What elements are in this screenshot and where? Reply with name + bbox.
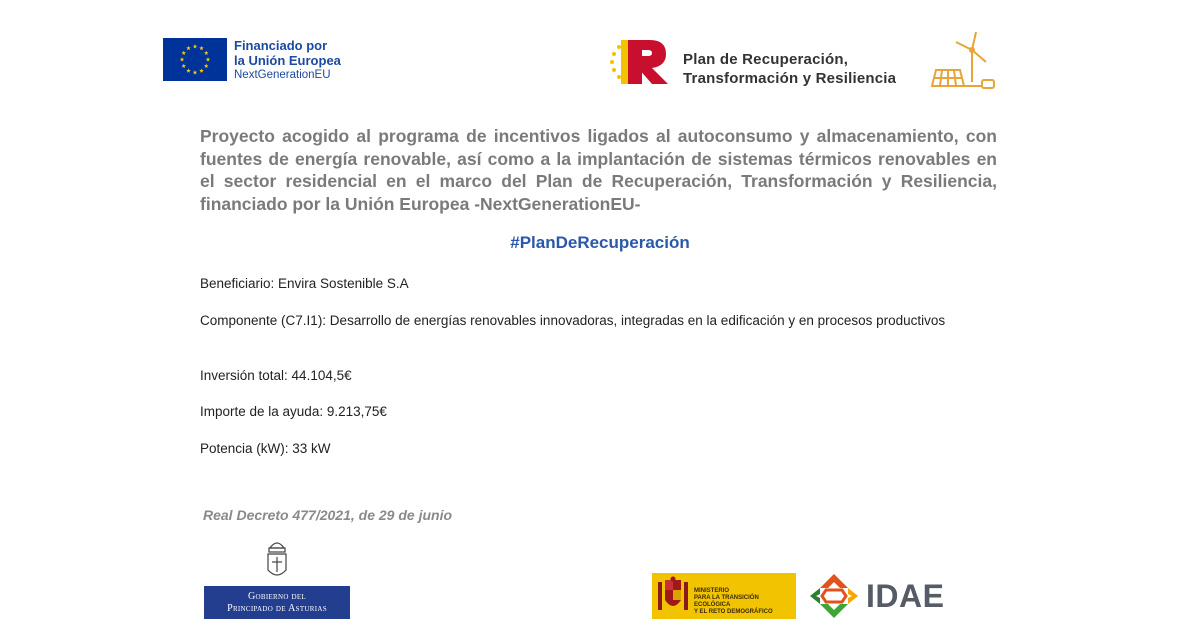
eu-line-3: NextGenerationEU — [234, 69, 331, 81]
idae-logo-text: IDAE — [866, 578, 945, 614]
spain-coat-of-arms-icon — [656, 576, 690, 616]
ministry-line-3: Y EL RETO DEMOGRÁFICO — [694, 609, 773, 615]
ministry-line-1: MINISTERIO — [694, 588, 730, 594]
decree-reference: Real Decreto 477/2021, de 29 de junio — [203, 507, 453, 523]
power-line: Potencia (kW): 33 kW — [200, 441, 331, 456]
asturias-government-logo — [204, 586, 350, 619]
asturias-line-1: Gobierno del — [247, 590, 307, 602]
recovery-line-2: Transformación y Resiliencia — [683, 70, 897, 87]
eu-line-2: la Unión Europea — [234, 53, 341, 68]
beneficiary-line: Beneficiario: Envira Sostenible S.A — [200, 276, 409, 291]
hashtag: #PlanDeRecuperación — [510, 233, 690, 252]
intro-paragraph: Proyecto acogido al programa de incentivos ligados al autoconsumo y almacenamiento, con fuentes de energía renovable, así como a la implantación de sistemas térmicos renovables en el sector residencial en el marco del Plan de Recuperación, Transformación y Resiliencia, financiado por la Unión Europea -NextGenerationEU- — [200, 126, 997, 214]
asturias-crest-icon — [264, 538, 290, 582]
ministry-line-2: PARA LA TRANSICIÓN ECOLÓGICA — [694, 595, 759, 608]
wind-solar-icon — [930, 30, 996, 92]
investment-line: Inversión total: 44.104,5€ — [200, 368, 352, 383]
component-line: Componente (C7.I1): Desarrollo de energías renovables innovadoras, integradas en la edificación y en procesos productivos — [200, 313, 946, 328]
eu-flag-icon — [163, 38, 227, 81]
asturias-line-2: Principado de Asturias — [227, 602, 327, 614]
eu-line-1: Financiado por — [234, 38, 328, 53]
aid-line: Importe de la ayuda: 9.213,75€ — [200, 404, 387, 419]
recovery-line-1: Plan de Recuperación, — [683, 51, 849, 68]
recovery-plan-text — [683, 50, 896, 88]
ministry-text — [694, 588, 794, 616]
recovery-plan-logo-icon — [608, 38, 670, 86]
eu-funding-text — [234, 38, 341, 83]
idae-logo-icon — [808, 572, 860, 620]
